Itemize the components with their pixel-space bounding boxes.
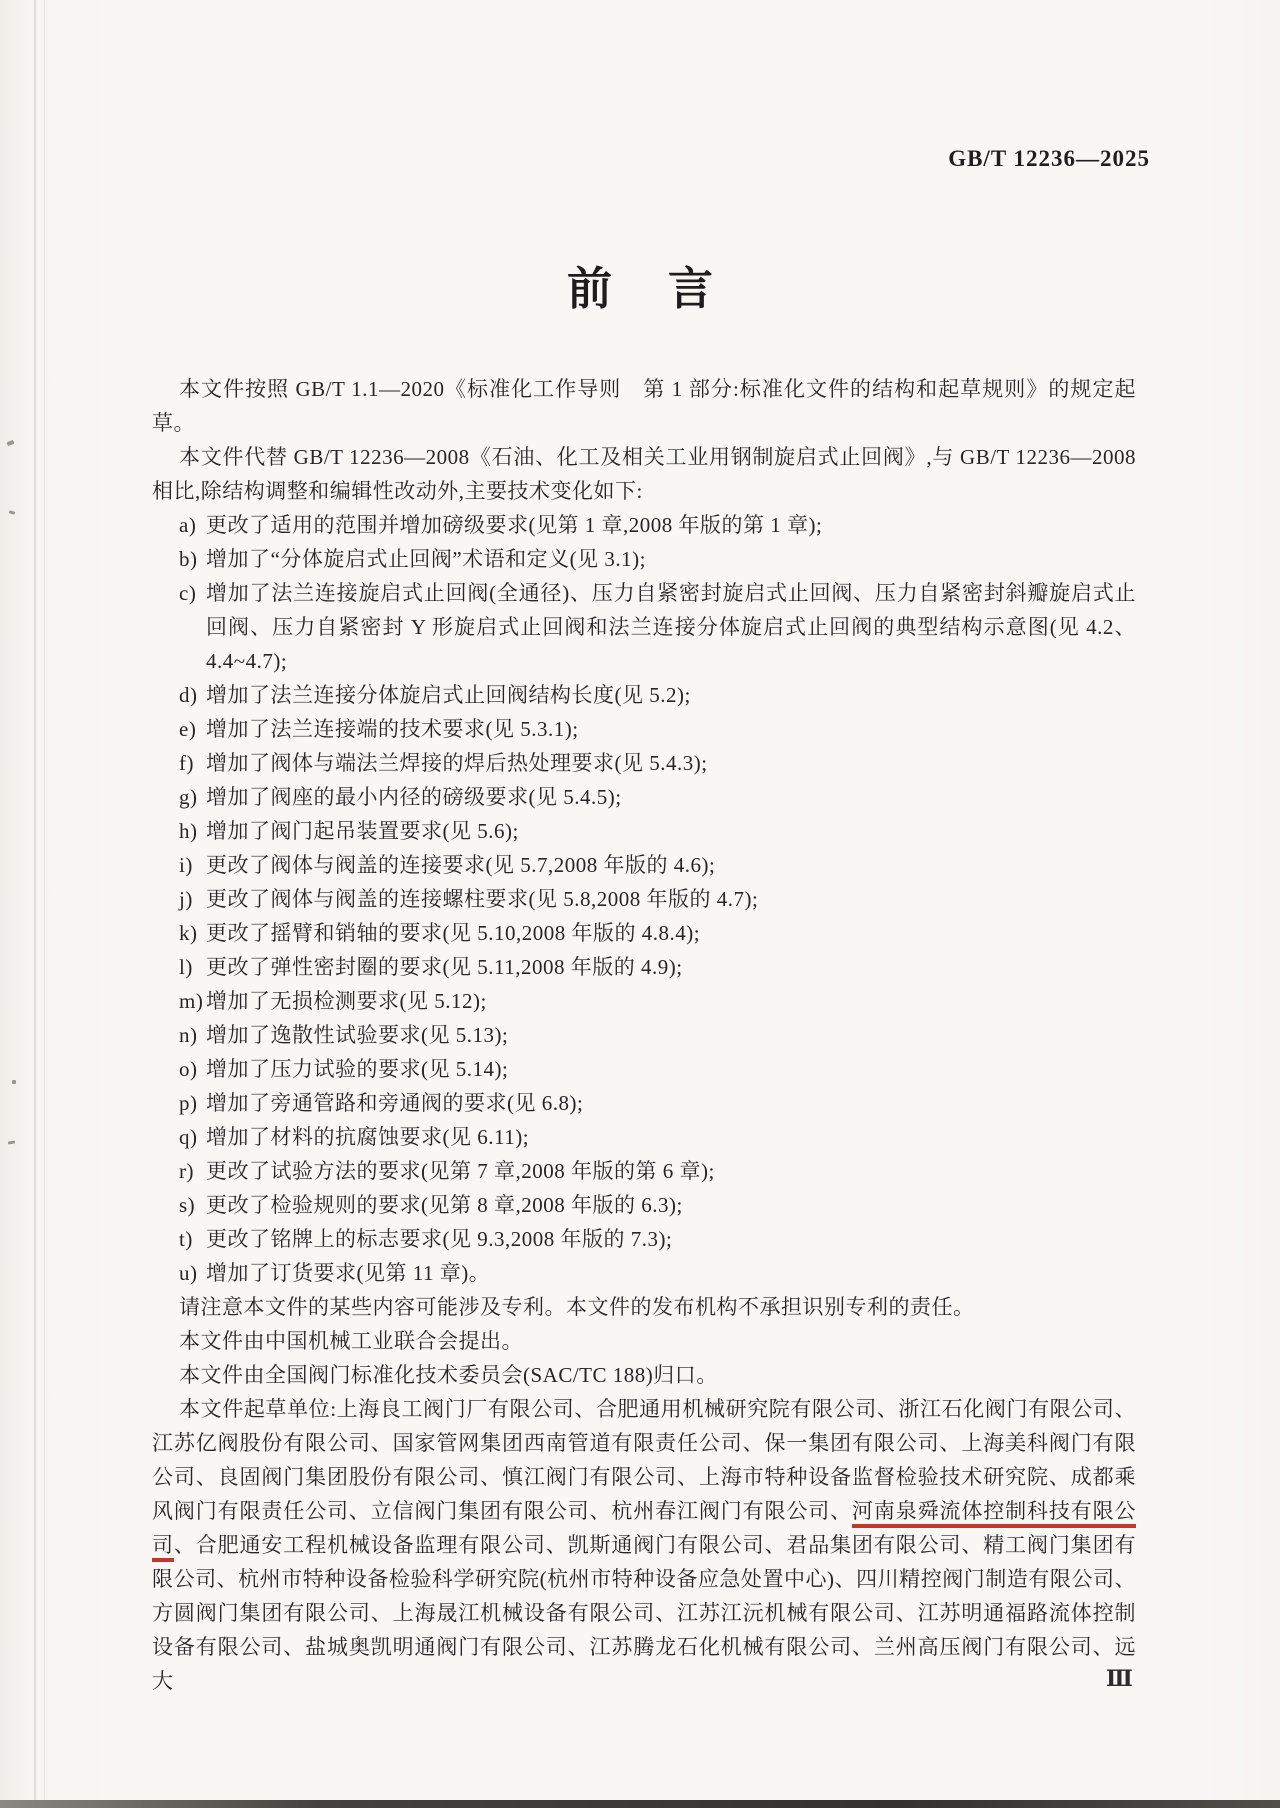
intro-paragraph-1: 本文件按照 GB/T 1.1—2020《标准化工作导则 第 1 部分:标准化文件的结构和起草规则》的规定起草。 <box>152 377 1136 435</box>
highlighted-company: 河南泉舜流体控制科技有限公司 <box>152 1499 1136 1562</box>
change-item-text: 增加了订货要求(见第 11 章)。 <box>206 1261 491 1285</box>
change-item <box>152 1222 1136 1256</box>
change-item-letter: n) <box>179 1023 198 1047</box>
page-title-char-left: 前 <box>566 264 612 314</box>
change-item-text: 更改了铭牌上的标志要求(见 9.3,2008 年版的 7.3); <box>206 1227 673 1251</box>
change-item-text: 增加了阀座的最小内径的磅级要求(见 5.4.5); <box>206 785 622 809</box>
change-item-text: 更改了阀体与阀盖的连接螺柱要求(见 5.8,2008 年版的 4.7); <box>206 887 759 911</box>
foreword-body <box>152 372 1136 1698</box>
note-paragraph: 请注意本文件的某些内容可能涉及专利。本文件的发布机构不承担识别专利的责任。 <box>179 1295 975 1319</box>
change-item <box>152 1256 1136 1290</box>
change-item-text: 增加了逸散性试验要求(见 5.13); <box>206 1023 509 1047</box>
change-item-text: 更改了检验规则的要求(见第 8 章,2008 年版的 6.3); <box>206 1193 683 1217</box>
change-item <box>152 712 1136 746</box>
drafting-units-paragraph <box>152 1392 1136 1698</box>
change-item-letter: c) <box>179 581 197 605</box>
intro-paragraph-2: 本文件代替 GB/T 12236—2008《石油、化工及相关工业用钢制旋启式止回阀》,与 GB/T 12236—2008 相比,除结构调整和编辑性改动外,主要技术变化如下: <box>152 445 1136 503</box>
change-item <box>152 1052 1136 1086</box>
change-item-letter: u) <box>179 1261 198 1285</box>
change-item-letter: l) <box>179 955 193 979</box>
change-item-text: 增加了压力试验的要求(见 5.14); <box>206 1057 509 1081</box>
change-item <box>152 780 1136 814</box>
change-item <box>152 1120 1136 1154</box>
change-item-text: 增加了“分体旋启式止回阀”术语和定义(见 3.1); <box>206 547 646 571</box>
change-item-letter: q) <box>179 1125 198 1149</box>
change-item <box>152 576 1136 678</box>
scan-speck <box>9 510 16 514</box>
change-item-letter: h) <box>179 819 198 843</box>
change-item-letter: s) <box>179 1193 196 1217</box>
scan-speck <box>8 1140 15 1144</box>
note-paragraph: 本文件由全国阀门标准化技术委员会(SAC/TC 188)归口。 <box>179 1363 718 1387</box>
change-item-letter: r) <box>179 1159 194 1183</box>
change-item <box>152 814 1136 848</box>
change-item-text: 增加了无损检测要求(见 5.12); <box>206 989 487 1013</box>
page-number: Ⅲ <box>1106 1666 1133 1691</box>
change-item <box>152 848 1136 882</box>
note-paragraphs <box>152 1290 1136 1392</box>
scan-speck <box>12 1080 16 1084</box>
change-item-text: 更改了试验方法的要求(见第 7 章,2008 年版的第 6 章); <box>206 1159 715 1183</box>
drafting-units-before: 本文件起草单位:上海良工阀门厂有限公司、合肥通用机械研究院有限公司、浙江石化阀门有限公司、江苏亿阀股份有限公司、国家管网集团西南管道有限责任公司、保一集团有限公司、上海美科阀门有限公司、良固阀门集团股份有限公司、慎江阀门有限公司、上海市特种设备监督检验技术研究院、成都乘风阀门有限责任公司、立信阀门集团有限公司、杭州春江阀门有限公司、 <box>152 1397 1136 1523</box>
note-paragraph: 本文件由中国机械工业联合会提出。 <box>179 1329 523 1353</box>
change-item-letter: k) <box>179 921 198 945</box>
change-item <box>152 1154 1136 1188</box>
change-item-text: 增加了阀门起吊装置要求(见 5.6); <box>206 819 519 843</box>
change-list <box>152 508 1136 1290</box>
change-item-text: 增加了材料的抗腐蚀要求(见 6.11); <box>206 1125 530 1149</box>
change-item <box>152 882 1136 916</box>
change-item-text: 更改了弹性密封圈的要求(见 5.11,2008 年版的 4.9); <box>206 955 683 979</box>
change-item <box>152 984 1136 1018</box>
change-item-text: 增加了阀体与端法兰焊接的焊后热处理要求(见 5.4.3); <box>206 751 708 775</box>
change-item-text: 更改了适用的范围并增加磅级要求(见第 1 章,2008 年版的第 1 章); <box>206 513 823 537</box>
change-item-letter: b) <box>179 547 198 571</box>
page-title <box>0 252 1280 317</box>
change-item-letter: i) <box>179 853 193 877</box>
change-item <box>152 916 1136 950</box>
change-item-text: 增加了法兰连接旋启式止回阀(全通径)、压力自紧密封旋启式止回阀、压力自紧密封斜瓣旋启式止回阀、压力自紧密封 Y 形旋启式止回阀和法兰连接分体旋启式止回阀的典型结构示意图(见 4.2、4.4~4.7); <box>206 581 1136 673</box>
scan-streak <box>44 0 45 1808</box>
change-item <box>152 678 1136 712</box>
change-item-letter: m) <box>179 989 204 1013</box>
standard-number: GB/T 12236—2025 <box>948 146 1150 171</box>
change-item <box>152 950 1136 984</box>
change-item-text: 增加了旁通管路和旁通阀的要求(见 6.8); <box>206 1091 584 1115</box>
drafting-units-after: 、合肥通安工程机械设备监理有限公司、凯斯通阀门有限公司、君品集团有限公司、精工阀门集团有限公司、杭州市特种设备检验科学研究院(杭州市特种设备应急处置中心)、四川精控阀门制造有限公司、方圆阀门集团有限公司、上海晟江机械设备有限公司、江苏江沅机械有限公司、江苏明通福路流体控制设备有限公司、盐城奥凯明通阀门有限公司、江苏腾龙石化机械有限公司、兰州高压阀门有限公司、远大 <box>152 1533 1136 1693</box>
change-item-letter: o) <box>179 1057 198 1081</box>
change-item-letter: e) <box>179 717 197 741</box>
change-item-letter: f) <box>179 751 194 775</box>
change-item-letter: t) <box>179 1227 193 1251</box>
change-item-text: 增加了法兰连接分体旋启式止回阀结构长度(见 5.2); <box>206 683 691 707</box>
change-item-text: 更改了阀体与阀盖的连接要求(见 5.7,2008 年版的 4.6); <box>206 853 716 877</box>
change-item <box>152 1018 1136 1052</box>
change-item <box>152 746 1136 780</box>
change-item-letter: p) <box>179 1091 198 1115</box>
scan-speck <box>7 440 15 446</box>
change-item <box>152 508 1136 542</box>
scan-bottom-edge <box>0 1800 1280 1808</box>
change-item-letter: j) <box>179 887 193 911</box>
change-item-text: 增加了法兰连接端的技术要求(见 5.3.1); <box>206 717 579 741</box>
scan-streak <box>34 0 36 1808</box>
change-item-text: 更改了摇臂和销轴的要求(见 5.10,2008 年版的 4.8.4); <box>206 921 701 945</box>
change-item <box>152 542 1136 576</box>
change-item <box>152 1086 1136 1120</box>
page-title-char-right: 言 <box>668 264 714 314</box>
change-item-letter: a) <box>179 513 197 537</box>
change-item <box>152 1188 1136 1222</box>
change-item-letter: g) <box>179 785 198 809</box>
change-item-letter: d) <box>179 683 198 707</box>
